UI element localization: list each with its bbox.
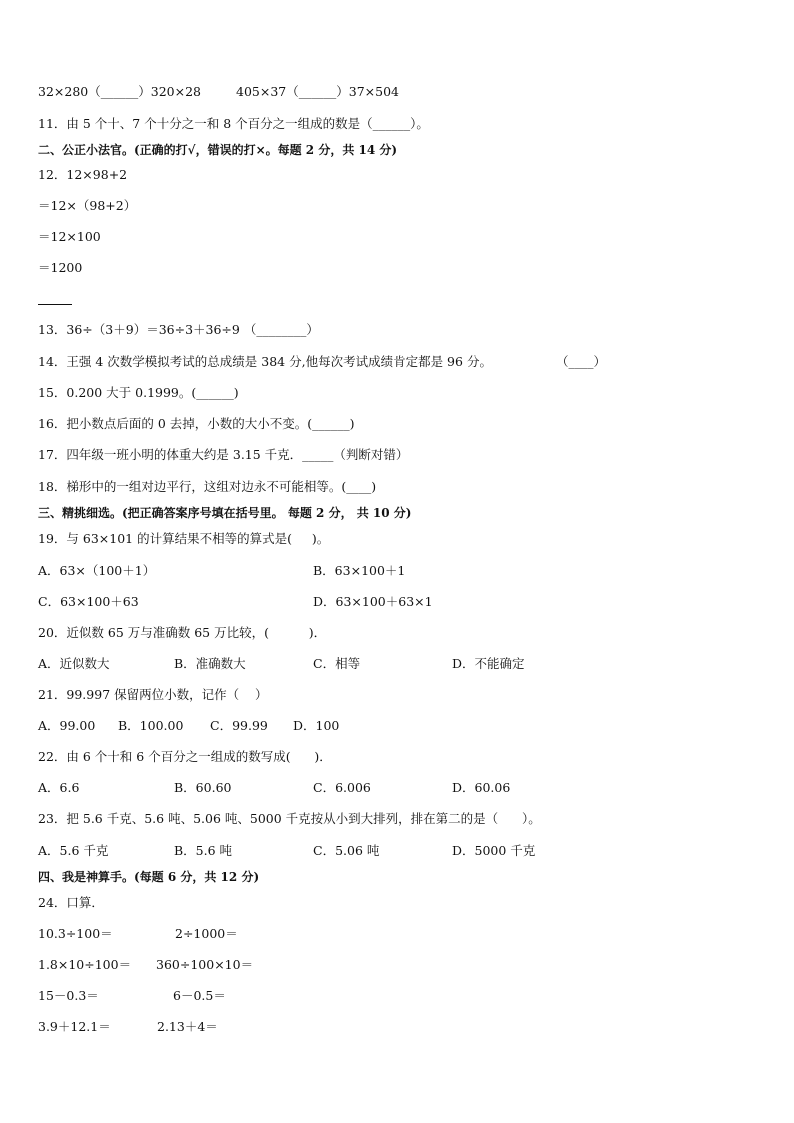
question-21-option-a: A．99.00	[38, 718, 96, 733]
calc-item: 2÷1000＝	[175, 926, 238, 941]
answer-blank-line	[38, 304, 72, 305]
calc-item: 2.13＋4＝	[157, 1019, 218, 1034]
section-4-heading: 四、我是神算手。(每题 6 分，共 12 分)	[38, 870, 260, 884]
q10-compare-b: 405×37（______）37×504	[236, 84, 399, 99]
question-22-option-c: C．6.006	[313, 780, 371, 795]
question-23-option-d: D．5000 千克	[452, 843, 536, 858]
calc-item: 10.3÷100＝	[38, 926, 113, 941]
question-21-option-c: C．99.99	[210, 718, 268, 733]
question-16: 16．把小数点后面的 0 去掉，小数的大小不变。(______)	[38, 416, 355, 431]
question-22-option-a: A．6.6	[38, 780, 80, 795]
calc-item: 360÷100×10＝	[156, 957, 254, 972]
q10-compare-a: 32×280（______）320×28	[38, 84, 201, 99]
question-12-line-3: ＝12×100	[38, 229, 101, 244]
calc-item: 6－0.5＝	[173, 988, 226, 1003]
question-19-option-c: C．63×100＋63	[38, 594, 139, 609]
question-23-option-c: C．5.06 吨	[313, 843, 380, 858]
question-22-stem: 22．由 6 个十和 6 个百分之一组成的数写成( )．	[38, 749, 332, 764]
question-12-line-1: 12．12×98+2	[38, 167, 128, 182]
question-12-line-2: ＝12×（98+2）	[38, 198, 137, 213]
question-12-line-4: ＝1200	[38, 260, 83, 275]
question-19-option-a: A．63×（100＋1）	[38, 563, 156, 578]
question-20-option-d: D．不能确定	[452, 656, 525, 671]
question-18: 18．梯形中的一组对边平行，这组对边永不可能相等。(____)	[38, 479, 377, 494]
question-20-stem: 20．近似数 65 万与准确数 65 万比较，( )．	[38, 625, 327, 640]
question-19-stem: 19．与 63×101 的计算结果不相等的算式是( )。	[38, 531, 330, 546]
question-13: 13．36÷（3＋9）＝36÷3＋36÷9 （________）	[38, 322, 319, 337]
question-19-option-b: B．63×100＋1	[313, 563, 406, 578]
calc-item: 3.9＋12.1＝	[38, 1019, 111, 1034]
question-23-option-b: B．5.6 吨	[174, 843, 233, 858]
question-22-option-d: D．60.06	[452, 780, 511, 795]
question-21-option-d: D．100	[293, 718, 340, 733]
question-19-option-d: D．63×100＋63×1	[313, 594, 433, 609]
question-22-option-b: B．60.60	[174, 780, 232, 795]
question-14-blank: （____）	[556, 354, 607, 369]
question-20-option-c: C．相等	[313, 656, 361, 671]
question-20-option-a: A．近似数大	[38, 656, 110, 671]
question-17: 17．四年级一班小明的体重大约是 3.15 千克．_____（判断对错）	[38, 447, 409, 462]
section-3-heading: 三、精挑细选。(把正确答案序号填在括号里。 每题 2 分， 共 10 分)	[38, 506, 412, 520]
calc-item: 15－0.3＝	[38, 988, 99, 1003]
question-11: 11．由 5 个十、7 个十分之一和 8 个百分之一组成的数是（______）。	[38, 116, 429, 131]
calc-item: 1.8×10÷100＝	[38, 957, 132, 972]
question-23-option-a: A．5.6 千克	[38, 843, 109, 858]
question-15: 15．0.200 大于 0.1999。(______)	[38, 385, 239, 400]
question-21-stem: 21．99.997 保留两位小数，记作（ ）	[38, 687, 268, 702]
question-24-stem: 24．口算．	[38, 895, 104, 910]
section-2-heading: 二、公正小法官。(正确的打√，错误的打×。每题 2 分，共 14 分)	[38, 143, 398, 157]
question-14: 14．王强 4 次数学模拟考试的总成绩是 384 分,他每次考试成绩肯定都是 96 分。	[38, 354, 492, 369]
question-21-option-b: B．100.00	[118, 718, 184, 733]
question-23-stem: 23．把 5.6 千克、5.6 吨、5.06 吨、5000 千克按从小到大排列，排在第二的是（ ）。	[38, 811, 541, 826]
question-20-option-b: B．准确数大	[174, 656, 246, 671]
